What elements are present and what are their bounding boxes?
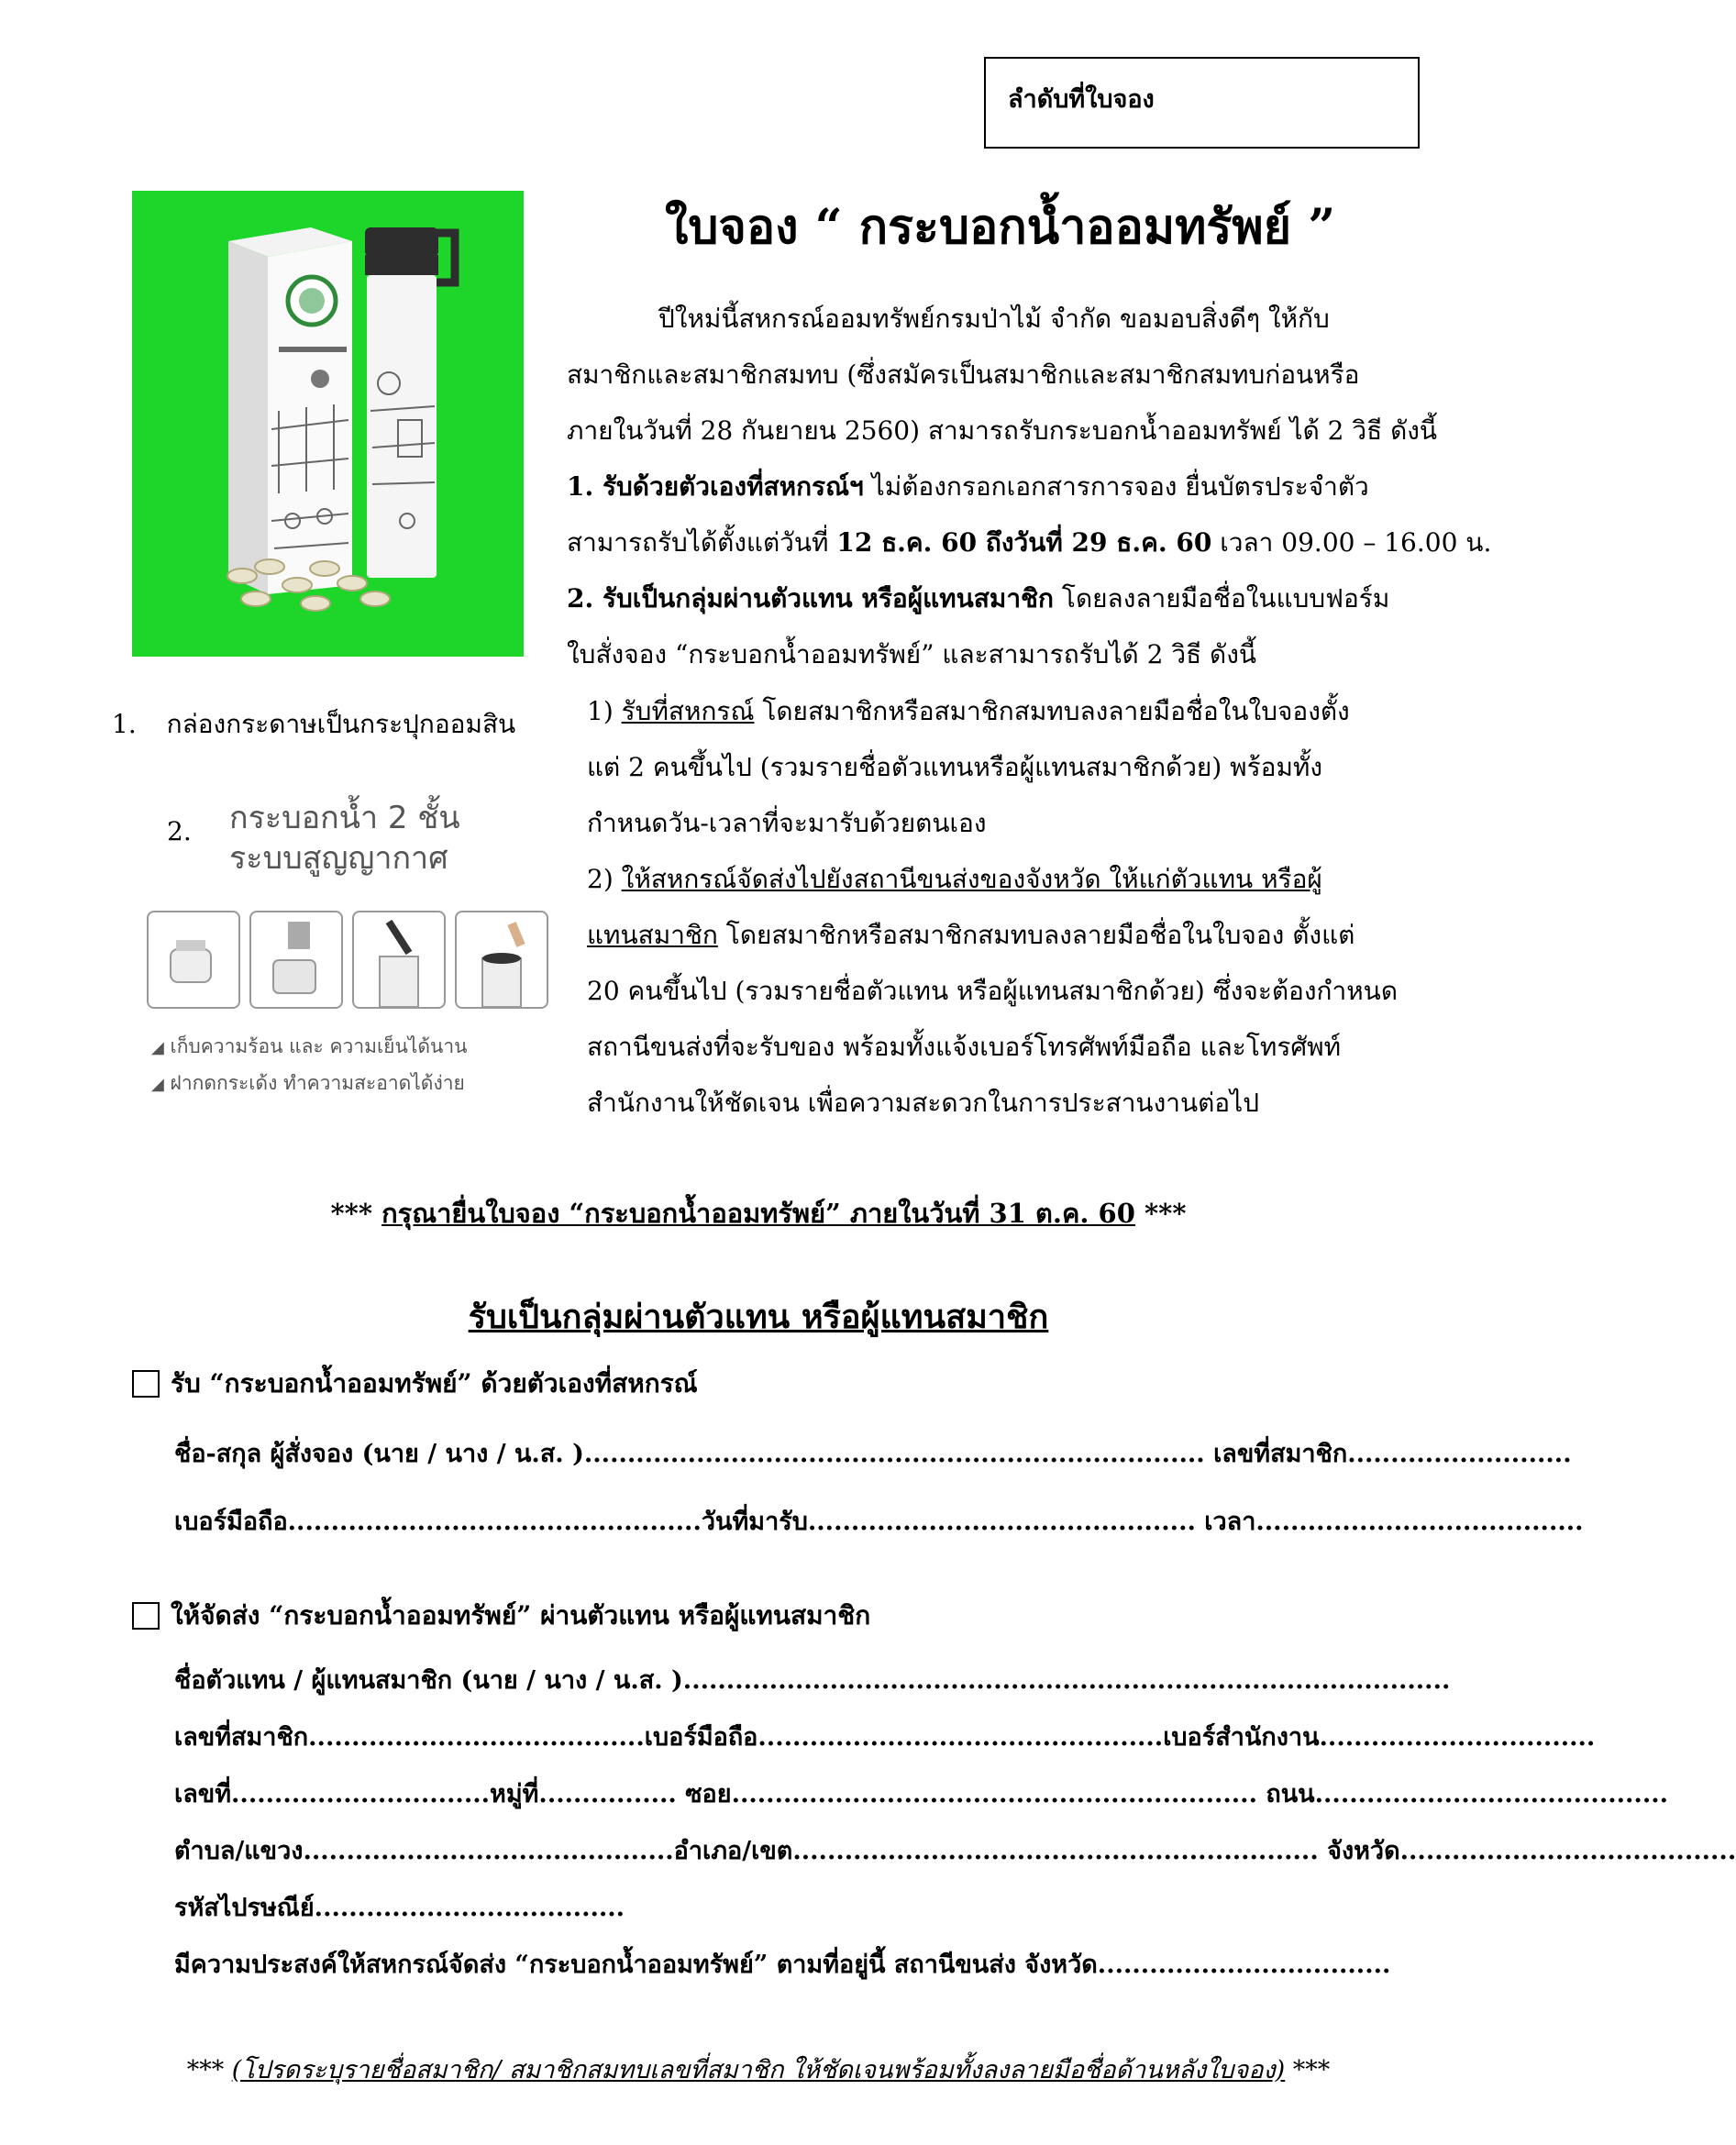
feature-bullet-1-text: เก็บความร้อน และ ความเย็นได้นาน	[170, 1035, 468, 1057]
option-2-line-4: สถานีขนส่งที่จะรับของ พร้อมทั้งแจ้งเบอร์โทรศัพท์มือถือ และโทรศัพท์	[587, 1032, 1342, 1062]
caption-1-text: กล่องกระดาษเป็นกระปุกออมสิน	[166, 709, 516, 739]
page-title: ใบจอง “ กระบอกน้ำออมทรัพย์ ”	[665, 199, 1336, 255]
order-number-label: ลำดับที่ใบจอง	[1008, 85, 1155, 114]
method-2-heading: 2. รับเป็นกลุ่มผ่านตัวแทน หรือผู้แทนสมาชิก	[567, 583, 1055, 614]
footer-suffix: ***	[1285, 2056, 1331, 2084]
option-2-heading-cont: แทนสมาชิก	[587, 920, 718, 950]
section-title: รับเป็นกลุ่มผ่านตัวแทน หรือผู้แทนสมาชิก	[468, 1298, 1049, 1336]
caption-1-number: 1.	[112, 709, 137, 739]
footer-note	[0, 2050, 1517, 2089]
option-2-number: 2)	[587, 864, 622, 894]
method-1-text: ไม่ต้องกรอกเอกสารการจอง ยื่นบัตรประจำตัว	[863, 471, 1369, 502]
bottle-cap-icon	[149, 912, 238, 1007]
intro-line-2: สมาชิกและสมาชิกสมทบ (ซึ่งสมัครเป็นสมาชิกและสมาชิกสมทบก่อนหรือ	[567, 359, 1360, 390]
self-pickup-checkbox[interactable]	[132, 1370, 160, 1398]
intro-block	[567, 291, 1492, 682]
bullet-icon: ◢	[151, 1075, 164, 1094]
option-2-line-2	[587, 907, 1486, 963]
caption-1	[112, 704, 515, 745]
option-2-heading: ให้สหกรณ์จัดส่งไปยังสถานีขนส่งของจังหวัด ให้แก่ตัวแทน หรือผู้	[621, 864, 1322, 894]
caption-2-number: 2.	[167, 816, 192, 846]
option-1-heading: รับที่สหกรณ์	[621, 696, 755, 726]
method-1-heading: 1. รับด้วยตัวเองที่สหกรณ์ฯ	[567, 471, 864, 502]
lid-press-icon	[354, 912, 444, 1007]
option-2-line-3: 20 คนขึ้นไป (รวมรายชื่อตัวแทน หรือผู้แทนสมาชิกด้วย) ซึ่งจะต้องกำหนด	[587, 976, 1398, 1006]
feature-title-line-2: ระบบสูญญากาศ	[229, 840, 448, 877]
deadline-notice	[0, 1192, 1517, 1234]
delivery-postcode-field[interactable]: รหัสไปรษณีย์....................................	[174, 1894, 625, 1922]
self-pickup-label: รับ “กระบอกน้ำออมทรัพย์” ด้วยตัวเองที่สหกรณ์	[171, 1368, 698, 1399]
option-2-line-5: สำนักงานให้ชัดเจน เพื่อความสะดวกในการประสานงานต่อไป	[587, 1088, 1259, 1118]
inner-cup-icon	[251, 912, 341, 1007]
order-number-box	[984, 57, 1420, 149]
option-1-text: โดยสมาชิกหรือสมาชิกสมทบลงลายมือชื่อในใบจองตั้ง	[754, 696, 1350, 726]
feature-bullet-2	[151, 1068, 465, 1099]
method-2-line-2: ใบสั่งจอง “กระบอกน้ำออมทรัพย์” และสามารถรับได้ 2 วิธี ดังนี้	[567, 639, 1257, 669]
notice-text: กรุณายื่นใบจอง “กระบอกน้ำออมทรัพย์” ภายในวันที่ 31 ต.ค. 60	[381, 1198, 1135, 1229]
footer-prefix: ***	[186, 2056, 232, 2084]
method-2-line-1	[567, 570, 1484, 626]
feature-bullet-1	[151, 1032, 468, 1062]
self-pickup-name-field[interactable]: ชื่อ-สกุล ผู้สั่งจอง (นาย / นาง / น.ส. )........................................................................ เลขที่สมาชิก..........................	[174, 1440, 1572, 1468]
option-1-number: 1)	[587, 696, 622, 726]
option-1-line-1	[587, 683, 1486, 739]
delivery-label: ให้จัดส่ง “กระบอกน้ำออมทรัพย์” ผ่านตัวแทน หรือผู้แทนสมาชิก	[171, 1600, 871, 1631]
option-2-line-1	[587, 851, 1486, 907]
option-2-text: โดยสมาชิกหรือสมาชิกสมทบลงลายมือชื่อในใบจอง ตั้งแต่	[717, 920, 1355, 950]
product-illustration	[132, 191, 524, 657]
notice-suffix: ***	[1134, 1198, 1187, 1229]
self-pickup-option[interactable]	[132, 1364, 698, 1404]
method-1-line-2	[567, 514, 1492, 570]
feature-photo-2	[249, 911, 343, 1009]
bullet-icon: ◢	[151, 1038, 164, 1057]
method-1-dates: 12 ธ.ค. 60 ถึงวันที่ 29 ธ.ค. 60	[836, 527, 1212, 558]
intro-line-3: ภายในวันที่ 28 กันยายน 2560) สามารถรับกระบอกน้ำออมทรัพย์ ได้ 2 วิธี ดังนี้	[567, 415, 1438, 446]
delivery-checkbox[interactable]	[132, 1602, 160, 1630]
intro-line-1: ปีใหม่นี้สหกรณ์ออมทรัพย์กรมป่าไม้ จำกัด ขอมอบสิ่งดีๆ ให้กับ	[658, 304, 1330, 334]
method-2-text: โดยลงลายมือชื่อในแบบฟอร์ม	[1054, 583, 1390, 614]
feature-photo-1	[147, 911, 240, 1009]
feature-bullet-2-text: ฝากดกระเด้ง ทำความสะอาดได้ง่าย	[170, 1072, 465, 1094]
delivery-address-field[interactable]: เลขที่..............................หมู่ที่................ ซอย............................................................. ถนน.........................................	[174, 1780, 1669, 1808]
option-1-line-3: กำหนดวัน-เวลาที่จะมารับด้วยตนเอง	[587, 808, 987, 838]
footer-text: (โปรดระบุรายชื่อสมาชิก/ สมาชิกสมทบเลขที่สมาชิก ให้ชัดเจนพร้อมทั้งลงลายมือชื่อด้านหลังใบจอง)	[231, 2056, 1286, 2084]
feature-title-line-1: กระบอกน้ำ 2 ชั้น	[229, 800, 460, 836]
delivery-station-field[interactable]: มีความประสงค์ให้สหกรณ์จัดส่ง “กระบอกน้ำออมทรัพย์” ตามที่อยู่นี้ สถานีขนส่ง จังหวัด..................................	[174, 1951, 1391, 1979]
method-1-time: เวลา 09.00 – 16.00 น.	[1211, 527, 1492, 558]
feature-photo-4	[455, 911, 548, 1009]
delivery-district-field[interactable]: ตำบล/แขวง...........................................อำเภอ/เขต............................................................. จังหวัด.......................................	[174, 1837, 1736, 1865]
sub-options-block	[587, 683, 1486, 1131]
feature-title	[229, 798, 460, 879]
feature-photo-3	[352, 911, 446, 1009]
delivery-member-contact-field[interactable]: เลขที่สมาชิก.......................................เบอร์มือถือ...............................................เบอร์สำนักงาน................................	[174, 1723, 1596, 1752]
product-photo	[132, 191, 524, 657]
method-1-line-1	[567, 459, 1484, 514]
cleaning-icon	[457, 912, 547, 1007]
self-pickup-contact-field[interactable]: เบอร์มือถือ................................................วันที่มารับ............................................. เวลา......................................	[174, 1508, 1584, 1536]
notice-prefix: ***	[330, 1198, 382, 1229]
delivery-rep-name-field[interactable]: ชื่อตัวแทน / ผู้แทนสมาชิก (นาย / นาง / น.ส. ).........................................................................................	[174, 1666, 1451, 1695]
option-1-line-2: แต่ 2 คนขึ้นไป (รวมรายชื่อตัวแทนหรือผู้แทนสมาชิกด้วย) พร้อมทั้ง	[587, 752, 1323, 782]
method-1-date-prefix: สามารถรับได้ตั้งแต่วันที่	[567, 527, 837, 558]
delivery-option[interactable]	[132, 1596, 870, 1636]
